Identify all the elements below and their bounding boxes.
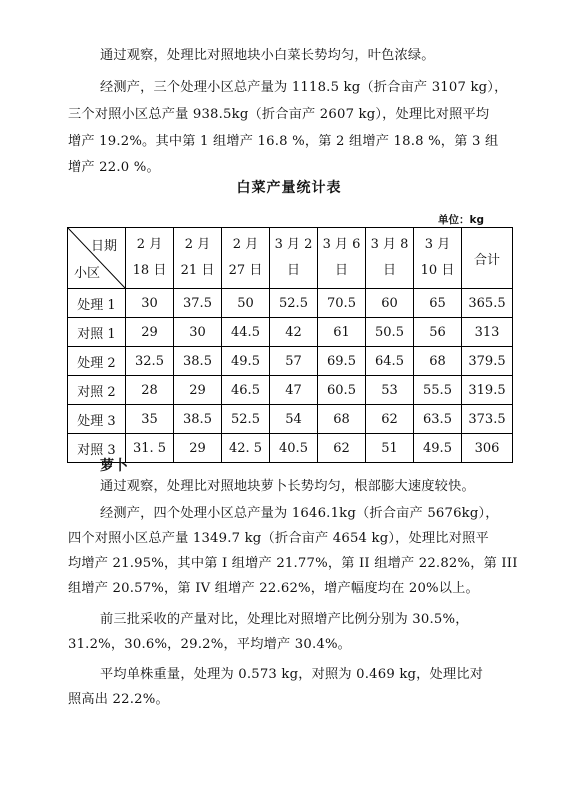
paragraph-cabbage-yield-line-3: 增产 19.2%。其中第 1 组增产 16.8 %，第 2 组增产 18.8 %，第 3 组	[68, 134, 499, 149]
table-row	[68, 434, 513, 463]
table-row	[68, 347, 513, 376]
table-cell: 50.5	[366, 318, 414, 347]
column-header: 2 月 21 日	[174, 228, 222, 289]
section-heading-radish: 萝卜	[100, 458, 128, 474]
column-header-total: 合计	[462, 228, 513, 289]
paragraph-cabbage-yield-line-1: 经测产，三个处理小区总产量为 1118.5 kg（折合亩产 3107 kg），	[100, 80, 508, 95]
table-cell: 55.5	[414, 376, 462, 405]
row-label: 处理 1	[68, 289, 126, 318]
table-cell: 35	[126, 405, 174, 434]
table-cell: 29	[174, 434, 222, 463]
column-header: 3 月 2 日	[270, 228, 318, 289]
paragraph-plant-weight-line-2: 照高出 22.2%。	[68, 692, 169, 707]
table-cell: 42. 5	[222, 434, 270, 463]
table-cell-total: 306	[462, 434, 513, 463]
table-row	[68, 289, 513, 318]
row-label: 对照 3	[68, 434, 126, 463]
table-title: 白菜产量统计表	[236, 180, 342, 196]
paragraph-cabbage-yield-line-4: 增产 22.0 %。	[68, 160, 160, 175]
paragraph-harvest-comparison-line-1: 前三批采收的产量对比，处理比对照增产比例分别为 30.5%，	[100, 612, 469, 627]
table-cell: 30	[126, 289, 174, 318]
table-cell: 30	[174, 318, 222, 347]
table-cell: 28	[126, 376, 174, 405]
paragraph-plant-weight-line-1: 平均单株重量，处理为 0.573 kg，对照为 0.469 kg，处理比对	[100, 667, 484, 682]
table-cell-total: 379.5	[462, 347, 513, 376]
table-cell-total: 313	[462, 318, 513, 347]
row-label: 处理 3	[68, 405, 126, 434]
column-header: 3 月 8 日	[366, 228, 414, 289]
corner-label-date: 日期	[90, 239, 117, 254]
table-cell: 68	[414, 347, 462, 376]
paragraph-cabbage-observation: 通过观察，处理比对照地块小白菜长势均匀，叶色浓绿。	[100, 48, 435, 63]
table-cell: 49.5	[414, 434, 462, 463]
paragraph-radish-yield-line-4: 组增产 20.57%，第 IV 组增产 22.62%，增产幅度均在 20%以上。	[68, 581, 479, 596]
table-cell: 63.5	[414, 405, 462, 434]
table-cell: 31. 5	[126, 434, 174, 463]
cabbage-yield-table	[67, 227, 513, 463]
table-cell: 38.5	[174, 405, 222, 434]
column-header: 3 月 6 日	[318, 228, 366, 289]
table-row	[68, 405, 513, 434]
table-cell: 68	[318, 405, 366, 434]
paragraph-radish-yield-line-3: 均增产 21.95%，其中第 I 组增产 21.77%，第 II 组增产 22.82%，第 III	[68, 556, 518, 571]
table-cell: 44.5	[222, 318, 270, 347]
table-cell: 62	[366, 405, 414, 434]
table-cell: 29	[174, 376, 222, 405]
table-cell: 57	[270, 347, 318, 376]
table-cell: 46.5	[222, 376, 270, 405]
paragraph-cabbage-yield-line-2: 三个对照小区总产量 938.5kg（折合亩产 2607 kg），处理比对照平均	[68, 107, 490, 122]
table-cell: 65	[414, 289, 462, 318]
table-cell: 38.5	[174, 347, 222, 376]
table-cell: 64.5	[366, 347, 414, 376]
table-cell: 61	[318, 318, 366, 347]
table-unit: 单位：kg	[438, 214, 484, 226]
row-label: 处理 2	[68, 347, 126, 376]
paragraph-harvest-comparison-line-2: 31.2%，30.6%，29.2%，平均增产 30.4%。	[68, 637, 352, 652]
row-label: 对照 2	[68, 376, 126, 405]
table-row	[68, 318, 513, 347]
table-cell: 51	[366, 434, 414, 463]
table-cell-total: 319.5	[462, 376, 513, 405]
paragraph-radish-observation: 通过观察，处理比对照地块萝卜长势均匀，根部膨大速度较快。	[100, 479, 475, 494]
column-header: 3 月 10 日	[414, 228, 462, 289]
table-cell-total: 373.5	[462, 405, 513, 434]
table-cell: 42	[270, 318, 318, 347]
table-cell: 32.5	[126, 347, 174, 376]
corner-label-plot: 小区	[74, 266, 101, 281]
table-cell: 60.5	[318, 376, 366, 405]
column-header: 2 月 27 日	[222, 228, 270, 289]
row-label: 对照 1	[68, 318, 126, 347]
table-row	[68, 376, 513, 405]
table-cell: 70.5	[318, 289, 366, 318]
paragraph-radish-yield-line-1: 经测产，四个处理小区总产量为 1646.1kg（折合亩产 5676kg），	[100, 506, 499, 521]
paragraph-radish-yield-line-2: 四个对照小区总产量 1349.7 kg（折合亩产 4654 kg），处理比对照平	[68, 531, 489, 546]
table-cell: 56	[414, 318, 462, 347]
table-cell: 40.5	[270, 434, 318, 463]
table-cell: 54	[270, 405, 318, 434]
table-corner-cell	[68, 228, 126, 289]
table-cell: 29	[126, 318, 174, 347]
table-cell-total: 365.5	[462, 289, 513, 318]
table-cell: 69.5	[318, 347, 366, 376]
table-header-row	[68, 228, 513, 289]
column-header: 2 月 18 日	[126, 228, 174, 289]
table-cell: 50	[222, 289, 270, 318]
table-cell: 47	[270, 376, 318, 405]
table-cell: 52.5	[270, 289, 318, 318]
table-cell: 49.5	[222, 347, 270, 376]
table-cell: 60	[366, 289, 414, 318]
table-cell: 52.5	[222, 405, 270, 434]
table-cell: 62	[318, 434, 366, 463]
table-cell: 37.5	[174, 289, 222, 318]
table-cell: 53	[366, 376, 414, 405]
